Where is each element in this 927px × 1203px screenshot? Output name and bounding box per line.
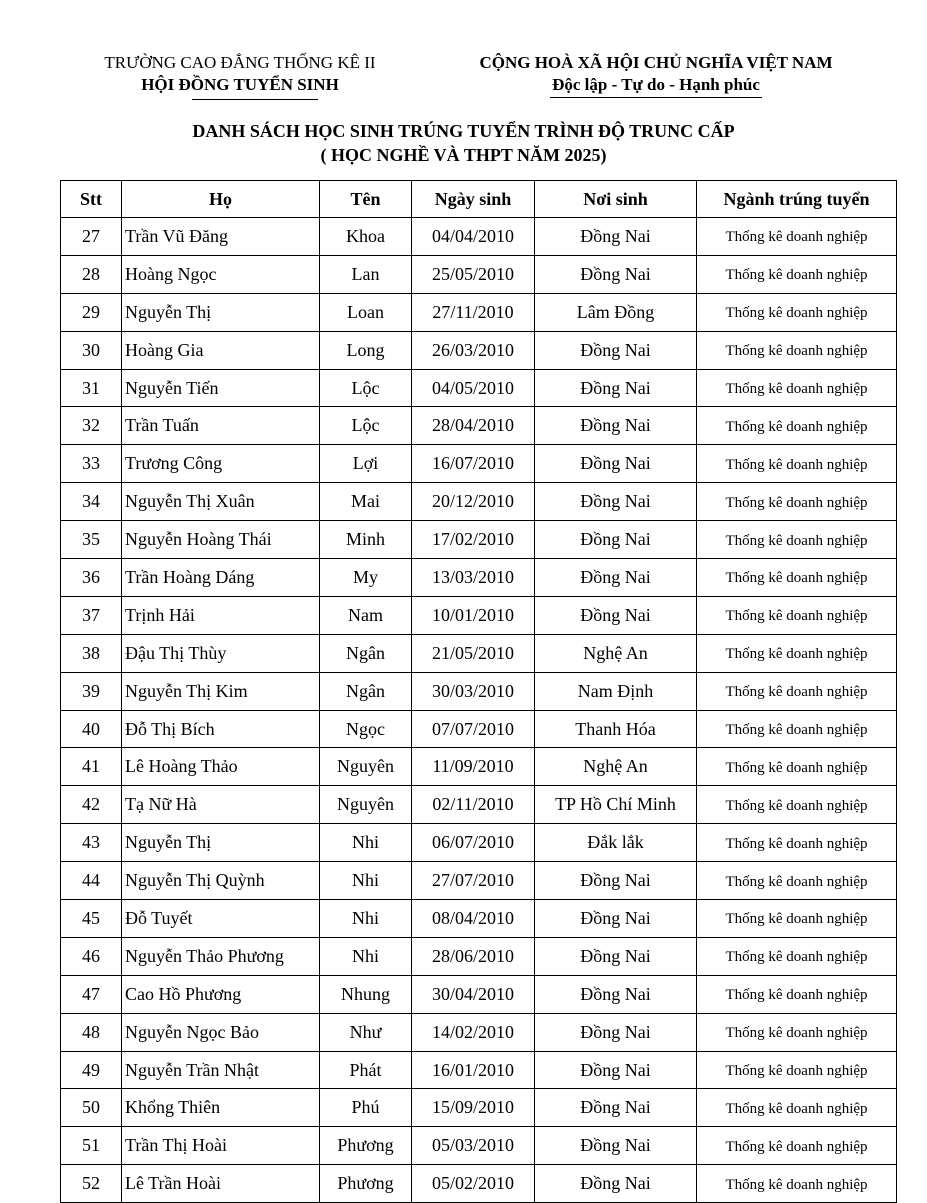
nganh-cell: Thống kê doanh nghiệp: [697, 1127, 897, 1165]
header-noi-sinh: Nơi sinh: [535, 181, 697, 218]
ngay-sinh-cell: 16/01/2010: [412, 1051, 535, 1089]
ho-cell: Nguyễn Thị: [122, 293, 320, 331]
noi-sinh-cell: Đồng Nai: [535, 445, 697, 483]
ngay-sinh-cell: 10/01/2010: [412, 596, 535, 634]
noi-sinh-cell: Đồng Nai: [535, 331, 697, 369]
noi-sinh-cell: Nghệ An: [535, 634, 697, 672]
header-stt: Stt: [61, 181, 122, 218]
ho-cell: Hoàng Ngọc: [122, 255, 320, 293]
table-row: [61, 862, 897, 900]
table-row: [61, 1013, 897, 1051]
table-row: [61, 672, 897, 710]
ten-cell: Nguyên: [320, 748, 412, 786]
noi-sinh-cell: Đồng Nai: [535, 900, 697, 938]
table-row: [61, 1051, 897, 1089]
nganh-cell: Thống kê doanh nghiệp: [697, 672, 897, 710]
table-row: [61, 710, 897, 748]
ho-cell: Nguyễn Thị Xuân: [122, 483, 320, 521]
ngay-sinh-cell: 08/04/2010: [412, 900, 535, 938]
ten-cell: Minh: [320, 521, 412, 559]
nganh-cell: Thống kê doanh nghiệp: [697, 1089, 897, 1127]
nganh-cell: Thống kê doanh nghiệp: [697, 596, 897, 634]
ngay-sinh-cell: 28/04/2010: [412, 407, 535, 445]
stt-cell: 45: [61, 900, 122, 938]
noi-sinh-cell: Đồng Nai: [535, 596, 697, 634]
stt-cell: 32: [61, 407, 122, 445]
national-motto: Độc lập - Tự do - Hạnh phúc: [550, 74, 762, 98]
ho-cell: Trần Thị Hoài: [122, 1127, 320, 1165]
ngay-sinh-cell: 30/04/2010: [412, 975, 535, 1013]
ho-cell: Đậu Thị Thùy: [122, 634, 320, 672]
country-name: CỘNG HOÀ XÃ HỘI CHỦ NGHĨA VIỆT NAM: [479, 53, 833, 72]
noi-sinh-cell: Thanh Hóa: [535, 710, 697, 748]
ten-cell: Lợi: [320, 445, 412, 483]
nganh-cell: Thống kê doanh nghiệp: [697, 559, 897, 597]
ten-cell: Phương: [320, 1165, 412, 1203]
stt-cell: 31: [61, 369, 122, 407]
noi-sinh-cell: Đồng Nai: [535, 559, 697, 597]
ho-cell: Nguyễn Hoàng Thái: [122, 521, 320, 559]
ho-cell: Nguyễn Tiến: [122, 369, 320, 407]
stt-cell: 52: [61, 1165, 122, 1203]
national-header: [432, 52, 880, 98]
stt-cell: 29: [61, 293, 122, 331]
ten-cell: Nhi: [320, 900, 412, 938]
ngay-sinh-cell: 07/07/2010: [412, 710, 535, 748]
nganh-cell: Thống kê doanh nghiệp: [697, 824, 897, 862]
ngay-sinh-cell: 02/11/2010: [412, 786, 535, 824]
stt-cell: 43: [61, 824, 122, 862]
ngay-sinh-cell: 26/03/2010: [412, 331, 535, 369]
noi-sinh-cell: Đồng Nai: [535, 937, 697, 975]
nganh-cell: Thống kê doanh nghiệp: [697, 331, 897, 369]
noi-sinh-cell: Đồng Nai: [535, 862, 697, 900]
ten-cell: Lộc: [320, 407, 412, 445]
noi-sinh-cell: Đồng Nai: [535, 1089, 697, 1127]
nganh-cell: Thống kê doanh nghiệp: [697, 521, 897, 559]
noi-sinh-cell: Đồng Nai: [535, 369, 697, 407]
ho-cell: Trần Vũ Đăng: [122, 218, 320, 256]
table-row: [61, 445, 897, 483]
header-ho: Họ: [122, 181, 320, 218]
stt-cell: 44: [61, 862, 122, 900]
noi-sinh-cell: Đồng Nai: [535, 255, 697, 293]
ten-cell: My: [320, 559, 412, 597]
ngay-sinh-cell: 25/05/2010: [412, 255, 535, 293]
table-row: [61, 900, 897, 938]
ho-cell: Nguyễn Thảo Phương: [122, 937, 320, 975]
stt-cell: 35: [61, 521, 122, 559]
table-row: [61, 748, 897, 786]
ho-cell: Trần Tuấn: [122, 407, 320, 445]
table-row: [61, 786, 897, 824]
nganh-cell: Thống kê doanh nghiệp: [697, 634, 897, 672]
title-line-2: ( HỌC NGHỀ VÀ THPT NĂM 2025): [320, 145, 607, 165]
ho-cell: Nguyễn Thị: [122, 824, 320, 862]
ten-cell: Phát: [320, 1051, 412, 1089]
ten-cell: Long: [320, 331, 412, 369]
ngay-sinh-cell: 16/07/2010: [412, 445, 535, 483]
ten-cell: Lan: [320, 255, 412, 293]
document-title: [0, 119, 927, 167]
table-row: [61, 1089, 897, 1127]
ten-cell: Nam: [320, 596, 412, 634]
ten-cell: Loan: [320, 293, 412, 331]
stt-cell: 48: [61, 1013, 122, 1051]
ten-cell: Ngân: [320, 634, 412, 672]
ho-cell: Trương Công: [122, 445, 320, 483]
header-ten: Tên: [320, 181, 412, 218]
ngay-sinh-cell: 13/03/2010: [412, 559, 535, 597]
stt-cell: 46: [61, 937, 122, 975]
ngay-sinh-cell: 28/06/2010: [412, 937, 535, 975]
ten-cell: Như: [320, 1013, 412, 1051]
stt-cell: 36: [61, 559, 122, 597]
ten-cell: Nhung: [320, 975, 412, 1013]
ho-cell: Lê Trần Hoài: [122, 1165, 320, 1203]
table-row: [61, 824, 897, 862]
nganh-cell: Thống kê doanh nghiệp: [697, 483, 897, 521]
ngay-sinh-cell: 05/02/2010: [412, 1165, 535, 1203]
ngay-sinh-cell: 27/11/2010: [412, 293, 535, 331]
ten-cell: Phương: [320, 1127, 412, 1165]
ngay-sinh-cell: 30/03/2010: [412, 672, 535, 710]
nganh-cell: Thống kê doanh nghiệp: [697, 218, 897, 256]
ten-cell: Nguyên: [320, 786, 412, 824]
ngay-sinh-cell: 17/02/2010: [412, 521, 535, 559]
noi-sinh-cell: Đồng Nai: [535, 483, 697, 521]
noi-sinh-cell: Đồng Nai: [535, 975, 697, 1013]
noi-sinh-cell: Nghệ An: [535, 748, 697, 786]
stt-cell: 27: [61, 218, 122, 256]
header-nganh: Ngành trúng tuyển: [697, 181, 897, 218]
table-row: [61, 521, 897, 559]
ngay-sinh-cell: 04/04/2010: [412, 218, 535, 256]
nganh-cell: Thống kê doanh nghiệp: [697, 748, 897, 786]
nganh-cell: Thống kê doanh nghiệp: [697, 445, 897, 483]
stt-cell: 33: [61, 445, 122, 483]
ten-cell: Nhi: [320, 824, 412, 862]
ngay-sinh-cell: 20/12/2010: [412, 483, 535, 521]
ho-cell: Nguyễn Thị Kim: [122, 672, 320, 710]
nganh-cell: Thống kê doanh nghiệp: [697, 975, 897, 1013]
council-name: HỘI ĐỒNG TUYỂN SINH: [141, 75, 339, 94]
table-header-row: [61, 181, 897, 218]
noi-sinh-cell: Đồng Nai: [535, 1165, 697, 1203]
table-row: [61, 255, 897, 293]
stt-cell: 51: [61, 1127, 122, 1165]
table-row: [61, 559, 897, 597]
noi-sinh-cell: Nam Định: [535, 672, 697, 710]
ho-cell: Trịnh Hải: [122, 596, 320, 634]
stt-cell: 47: [61, 975, 122, 1013]
nganh-cell: Thống kê doanh nghiệp: [697, 710, 897, 748]
noi-sinh-cell: TP Hồ Chí Minh: [535, 786, 697, 824]
ho-cell: Nguyễn Ngọc Bảo: [122, 1013, 320, 1051]
noi-sinh-cell: Đồng Nai: [535, 218, 697, 256]
stt-cell: 40: [61, 710, 122, 748]
ho-cell: Cao Hồ Phương: [122, 975, 320, 1013]
ngay-sinh-cell: 15/09/2010: [412, 1089, 535, 1127]
school-header: [60, 52, 420, 96]
student-list-table: [60, 180, 897, 1203]
ngay-sinh-cell: 14/02/2010: [412, 1013, 535, 1051]
stt-cell: 38: [61, 634, 122, 672]
ten-cell: Khoa: [320, 218, 412, 256]
table-row: [61, 1165, 897, 1203]
noi-sinh-cell: Đồng Nai: [535, 1127, 697, 1165]
stt-cell: 42: [61, 786, 122, 824]
ngay-sinh-cell: 27/07/2010: [412, 862, 535, 900]
nganh-cell: Thống kê doanh nghiệp: [697, 1013, 897, 1051]
ho-cell: Nguyễn Thị Quỳnh: [122, 862, 320, 900]
nganh-cell: Thống kê doanh nghiệp: [697, 862, 897, 900]
table-row: [61, 937, 897, 975]
council-underline: [192, 99, 318, 100]
header-ngay-sinh: Ngày sinh: [412, 181, 535, 218]
ho-cell: Hoàng Gia: [122, 331, 320, 369]
ten-cell: Lộc: [320, 369, 412, 407]
ten-cell: Nhi: [320, 862, 412, 900]
noi-sinh-cell: Đồng Nai: [535, 521, 697, 559]
stt-cell: 50: [61, 1089, 122, 1127]
table-row: [61, 1127, 897, 1165]
nganh-cell: Thống kê doanh nghiệp: [697, 1051, 897, 1089]
noi-sinh-cell: Đồng Nai: [535, 1051, 697, 1089]
noi-sinh-cell: Đắk lắk: [535, 824, 697, 862]
table-row: [61, 293, 897, 331]
noi-sinh-cell: Đồng Nai: [535, 407, 697, 445]
ho-cell: Tạ Nữ Hà: [122, 786, 320, 824]
ngay-sinh-cell: 21/05/2010: [412, 634, 535, 672]
ho-cell: Nguyễn Trần Nhật: [122, 1051, 320, 1089]
noi-sinh-cell: Đồng Nai: [535, 1013, 697, 1051]
ho-cell: Trần Hoàng Dáng: [122, 559, 320, 597]
ten-cell: Mai: [320, 483, 412, 521]
ho-cell: Đỗ Tuyết: [122, 900, 320, 938]
ten-cell: Ngân: [320, 672, 412, 710]
ten-cell: Ngọc: [320, 710, 412, 748]
ten-cell: Phú: [320, 1089, 412, 1127]
stt-cell: 41: [61, 748, 122, 786]
school-name: TRƯỜNG CAO ĐẲNG THỐNG KÊ II: [104, 53, 376, 72]
nganh-cell: Thống kê doanh nghiệp: [697, 407, 897, 445]
ngay-sinh-cell: 06/07/2010: [412, 824, 535, 862]
stt-cell: 28: [61, 255, 122, 293]
table-row: [61, 634, 897, 672]
ho-cell: Đỗ Thị Bích: [122, 710, 320, 748]
nganh-cell: Thống kê doanh nghiệp: [697, 293, 897, 331]
ho-cell: Khổng Thiên: [122, 1089, 320, 1127]
table-row: [61, 218, 897, 256]
stt-cell: 37: [61, 596, 122, 634]
table-row: [61, 407, 897, 445]
nganh-cell: Thống kê doanh nghiệp: [697, 1165, 897, 1203]
table-row: [61, 331, 897, 369]
nganh-cell: Thống kê doanh nghiệp: [697, 937, 897, 975]
stt-cell: 30: [61, 331, 122, 369]
nganh-cell: Thống kê doanh nghiệp: [697, 255, 897, 293]
ho-cell: Lê Hoàng Thảo: [122, 748, 320, 786]
stt-cell: 34: [61, 483, 122, 521]
ngay-sinh-cell: 04/05/2010: [412, 369, 535, 407]
table-row: [61, 596, 897, 634]
ngay-sinh-cell: 11/09/2010: [412, 748, 535, 786]
nganh-cell: Thống kê doanh nghiệp: [697, 900, 897, 938]
ngay-sinh-cell: 05/03/2010: [412, 1127, 535, 1165]
nganh-cell: Thống kê doanh nghiệp: [697, 786, 897, 824]
stt-cell: 49: [61, 1051, 122, 1089]
table-row: [61, 975, 897, 1013]
ten-cell: Nhi: [320, 937, 412, 975]
nganh-cell: Thống kê doanh nghiệp: [697, 369, 897, 407]
noi-sinh-cell: Lâm Đồng: [535, 293, 697, 331]
title-line-1: DANH SÁCH HỌC SINH TRÚNG TUYỂN TRÌNH ĐỘ TRUNC CẤP: [192, 121, 735, 141]
table-row: [61, 483, 897, 521]
stt-cell: 39: [61, 672, 122, 710]
table-row: [61, 369, 897, 407]
